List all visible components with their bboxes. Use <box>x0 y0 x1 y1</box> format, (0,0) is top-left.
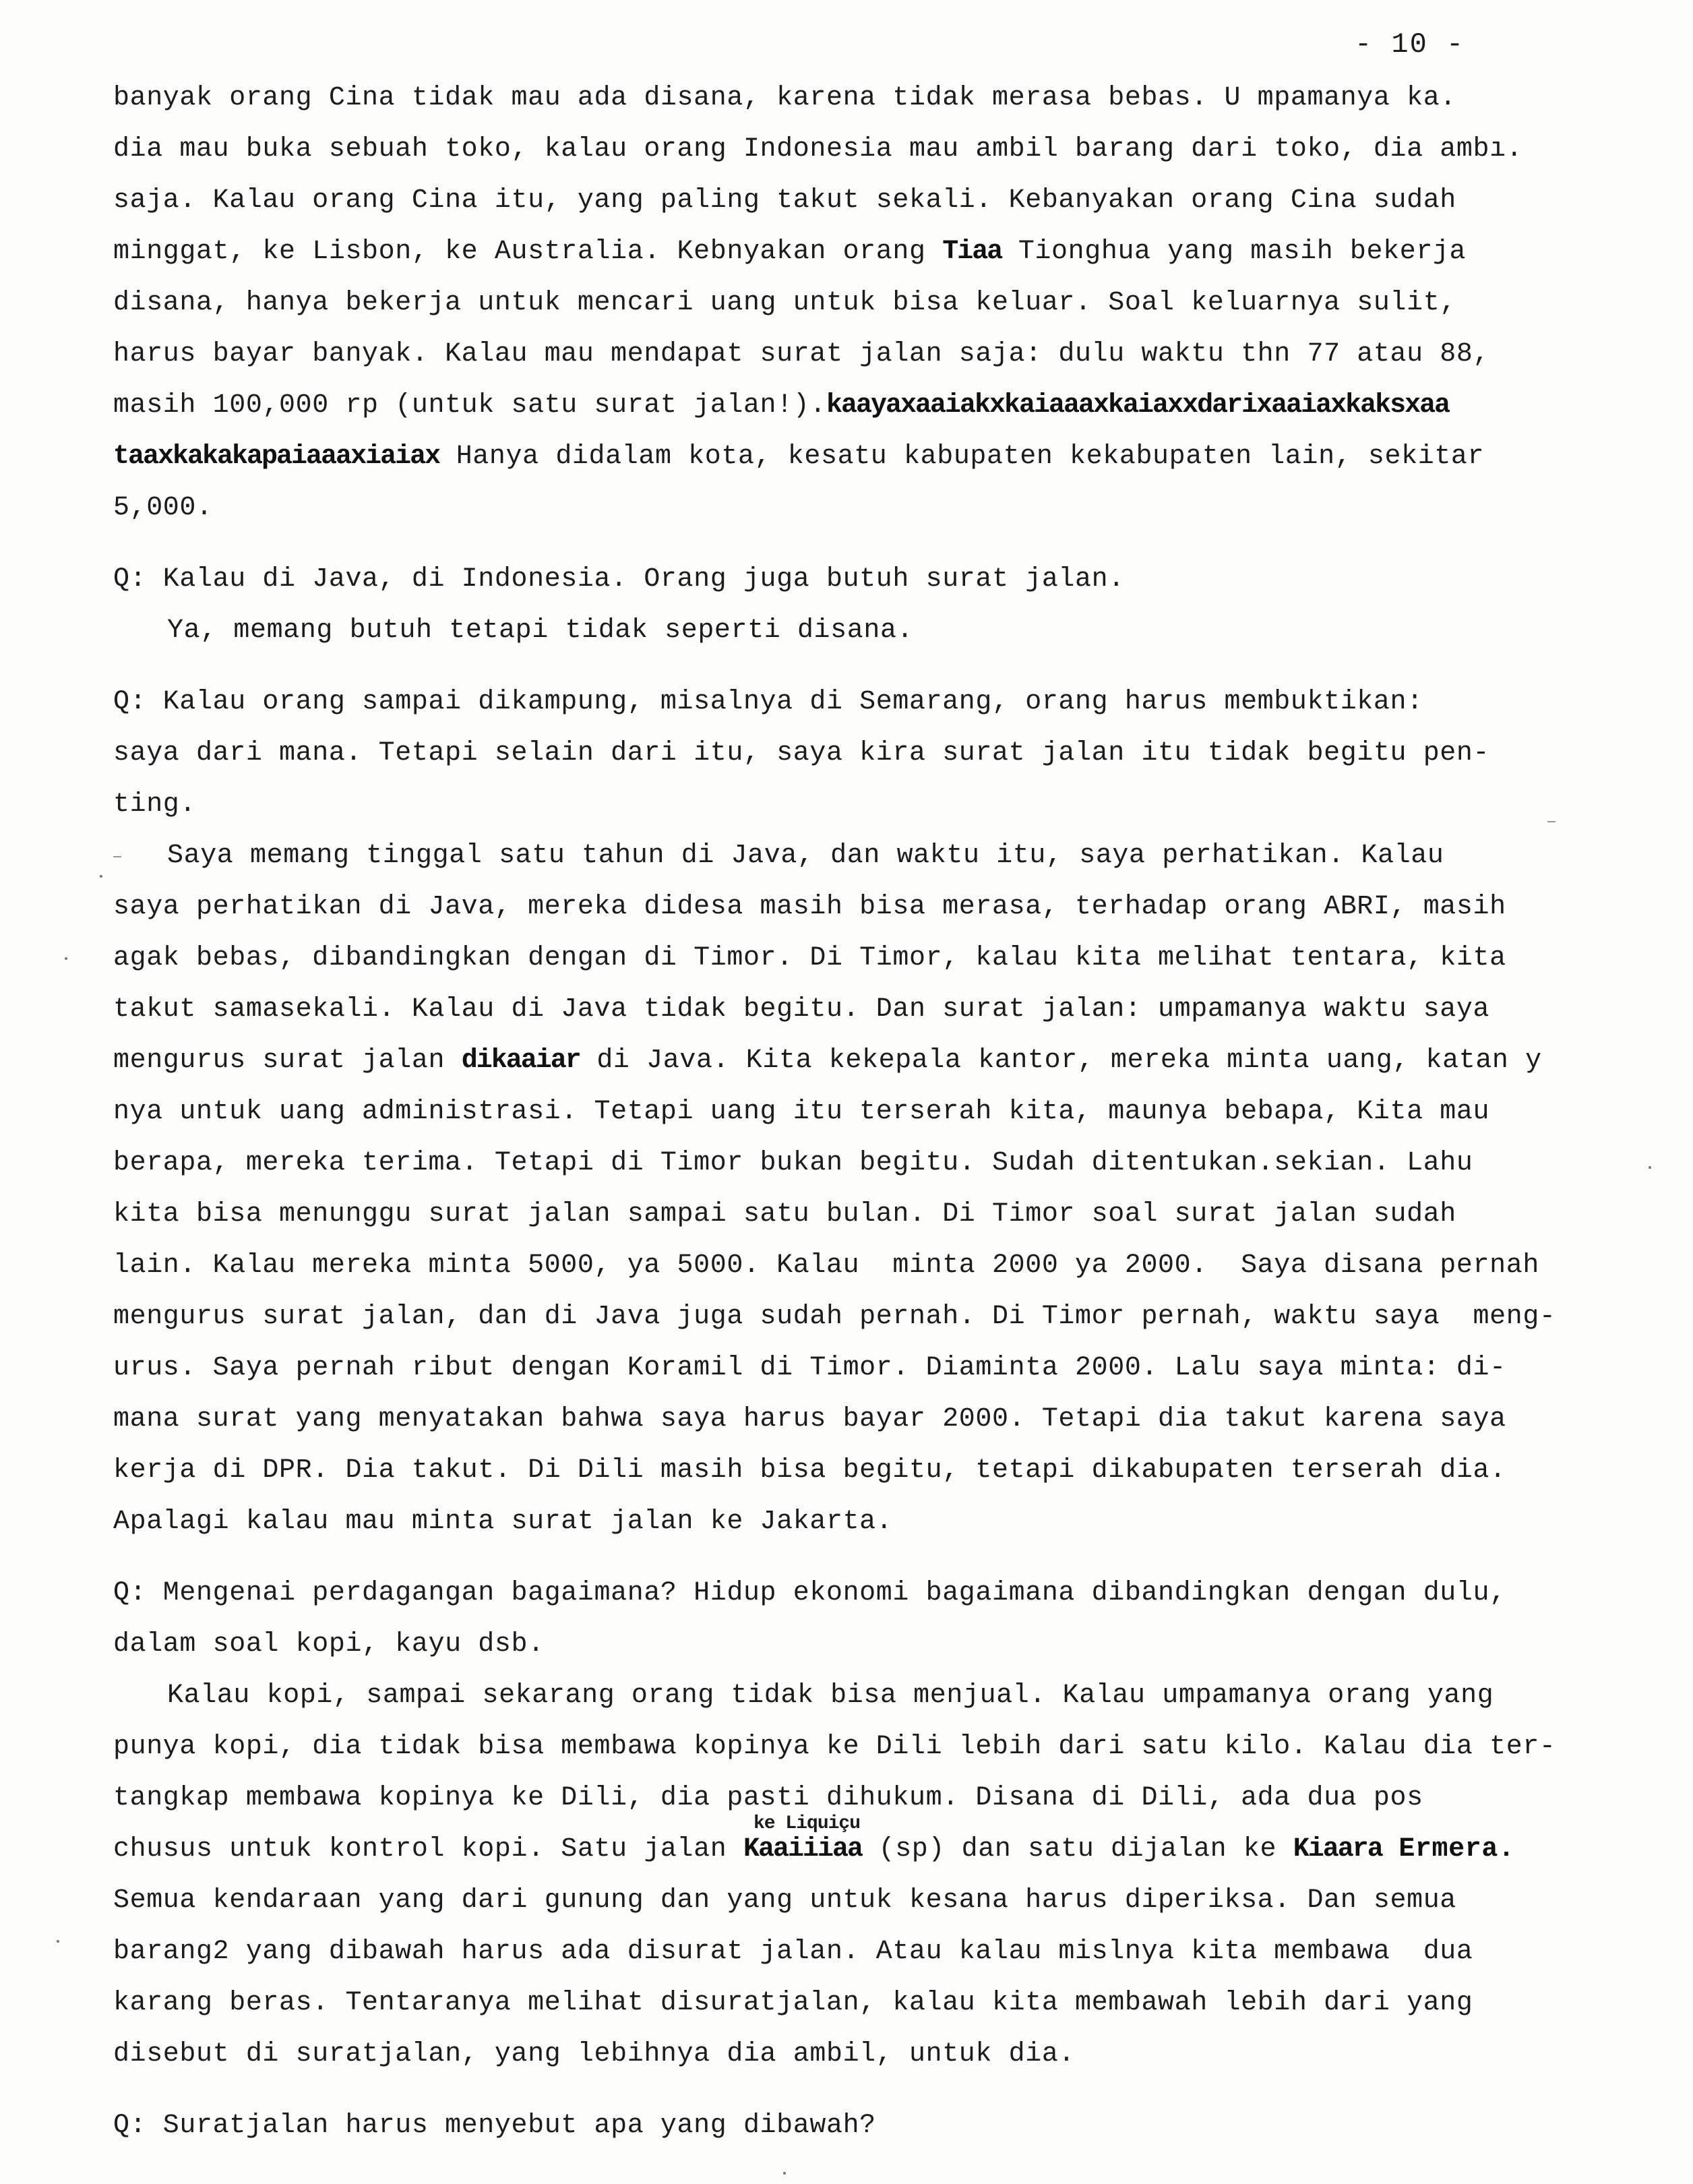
text-line: dia mau buka sebuah toko, kalau orang Indonesia mau ambil barang dari toko, dia ambı. <box>113 134 1523 164</box>
text-line: disebut di suratjalan, yang lebihnya dia ambil, untuk dia. <box>113 2039 1076 2069</box>
question-line: ting. <box>113 789 197 820</box>
text-span: Tionghua yang masih bekerja <box>1002 237 1467 267</box>
handwritten-correction: ke Liquiçu <box>753 1813 861 1834</box>
text-line: saya perhatikan di Java, mereka didesa masih bisa merasa, terhadap orang ABRI, masih <box>113 892 1506 922</box>
text-line: Kalau kopi, sampai sekarang orang tidak bisa menjual. Kalau umpamanya orang yang <box>167 1680 1494 1711</box>
text-line <box>113 431 1650 483</box>
text-line: saja. Kalau orang Cina itu, yang paling takut sekali. Kebanyakan orang Cina sudah <box>113 185 1456 216</box>
text-line <box>113 380 1650 431</box>
question-line: dalam soal kopi, kayu dsb. <box>113 1629 545 1660</box>
paragraph-1 <box>113 73 1650 534</box>
text-line: nya untuk uang administrasi. Tetapi uang itu terserah kita, maunya bebapa, Kita mau <box>113 1097 1490 1127</box>
question-line: Q: Kalau di Java, di Indonesia. Orang juga butuh surat jalan. <box>113 564 1125 595</box>
text-span: (sp) dan satu dijalan ke <box>861 1834 1293 1864</box>
text-span: di Java. Kita kekepala kantor, mereka minta uang, katan y <box>580 1045 1542 1076</box>
text-line: punya kopi, dia tidak bisa membawa kopinya ke Dili lebih dari satu kilo. Kalau dia ter- <box>113 1732 1556 1762</box>
text-line: Apalagi kalau mau minta surat jalan ke Jakarta. <box>113 1507 893 1537</box>
text-line: Semua kendaraan yang dari gunung dan yang untuk kesana harus diperiksa. Dan semua <box>113 1885 1456 1916</box>
text-line: barang2 yang dibawah harus ada disurat jalan. Atau kalau mislnya kita membawa dua <box>113 1937 1473 1967</box>
text-line: banyak orang Cina tidak mau ada disana, karena tidak merasa bebas. U mpamanya ka. <box>113 83 1456 113</box>
struck-out-text: taaxkakakapaiaaaxiaiax <box>113 442 440 472</box>
text-line: 5,000. <box>113 493 213 523</box>
text-line: mana surat yang menyatakan bahwa saya harus bayar 2000. Tetapi dia takut karena saya <box>113 1404 1506 1434</box>
scan-speck <box>1649 1166 1651 1169</box>
question-line: Q: Suratjalan harus menyebut apa yang dibawah? <box>113 2111 876 2141</box>
text-span: minggat, ke Lisbon, ke Australia. Kebnyakan orang <box>113 237 943 267</box>
scan-speck <box>57 1940 59 1943</box>
struck-out-text: Kaaiiiaa <box>743 1834 862 1864</box>
text-line: berapa, mereka terima. Tetapi di Timor bukan begitu. Sudah ditentukan.sekian. Lahu <box>113 1148 1473 1178</box>
question-line: Q: Mengenai perdagangan bagaimana? Hidup ekonomi bagaimana dibandingkan dengan dulu, <box>113 1578 1506 1608</box>
scan-mark <box>1547 821 1556 822</box>
text-line <box>113 226 1650 278</box>
text-line: lain. Kalau mereka minta 5000, ya 5000. Kalau minta 2000 ya 2000. Saya disana pernah <box>113 1250 1539 1281</box>
text-line: karang beras. Tentaranya melihat disuratjalan, kalau kita membawah lebih dari yang <box>113 1988 1473 2018</box>
scan-speck <box>65 957 67 960</box>
question-3 <box>113 1568 1650 1670</box>
spacer <box>113 657 1650 677</box>
text-line: kita bisa menunggu surat jalan sampai satu bulan. Di Timor soal surat jalan sudah <box>113 1199 1456 1230</box>
text-span: mengurus surat jalan <box>113 1045 462 1076</box>
spacer <box>113 2080 1650 2100</box>
scan-mark <box>113 856 121 857</box>
text-line: agak bebas, dibandingkan dengan di Timor. Di Timor, kalau kita melihat tentara, kita <box>113 943 1506 973</box>
text-line: takut samasekali. Kalau di Java tidak begitu. Dan surat jalan: umpamanya waktu saya <box>113 994 1490 1025</box>
text-line: Saya memang tinggal satu tahun di Java, dan waktu itu, saya perhatikan. Kalau <box>167 841 1444 871</box>
question-line: saya dari mana. Tetapi selain dari itu, saya kira surat jalan itu tidak begitu pen- <box>113 738 1490 768</box>
struck-out-text: dikaaiar <box>461 1045 580 1076</box>
text-span: Ermera. <box>1382 1834 1515 1864</box>
struck-out-text: Tiaa <box>942 237 1002 267</box>
paragraph-2 <box>113 830 1650 1548</box>
text-line: mengurus surat jalan, dan di Java juga sudah pernah. Di Timor pernah, waktu saya meng- <box>113 1302 1556 1332</box>
text-line <box>113 1035 1650 1087</box>
spacer <box>113 1548 1650 1568</box>
paragraph-3 <box>113 1670 1650 2080</box>
scan-speck <box>783 2172 786 2175</box>
question-2 <box>113 677 1650 830</box>
text-line: kerja di DPR. Dia takut. Di Dili masih bisa begitu, tetapi dikabupaten terserah dia. <box>113 1455 1506 1486</box>
spacer <box>113 534 1650 554</box>
struck-out-text: kaayaxaaiakxkaiaaaxkaiaxxdarixaaiaxkaksxaa <box>826 390 1450 421</box>
question-1 <box>113 554 1650 657</box>
scan-speck <box>100 875 102 878</box>
text-line: urus. Saya pernah ribut dengan Koramil di Timor. Diaminta 2000. Lalu saya minta: di- <box>113 1353 1506 1383</box>
page-number: - 10 - <box>1355 28 1465 61</box>
text-line <box>113 1813 1650 1875</box>
question-line: Q: Kalau orang sampai dikampung, misalnya di Semarang, orang harus membuktikan: <box>113 687 1423 717</box>
text-span: chusus untuk kontrol kopi. Satu jalan <box>113 1834 743 1864</box>
text-line: harus bayar banyak. Kalau mau mendapat surat jalan saja: dulu waktu thn 77 atau 88, <box>113 339 1490 369</box>
answer-line: Ya, memang butuh tetapi tidak seperti disana. <box>167 615 914 646</box>
text-span: masih 100,000 rp (untuk satu surat jalan!). <box>113 390 826 421</box>
text-line: disana, hanya bekerja untuk mencari uang untuk bisa keluar. Soal keluarnya sulit, <box>113 288 1456 318</box>
text-span: Hanya didalam kota, kesatu kabupaten kekabupaten lain, sekitar <box>439 442 1485 472</box>
struck-out-text: Kiaara <box>1293 1834 1382 1864</box>
page-body <box>113 73 1650 2152</box>
text-line: tangkap membawa kopinya ke Dili, dia pasti dihukum. Disana di Dili, ada dua pos <box>113 1783 1423 1813</box>
